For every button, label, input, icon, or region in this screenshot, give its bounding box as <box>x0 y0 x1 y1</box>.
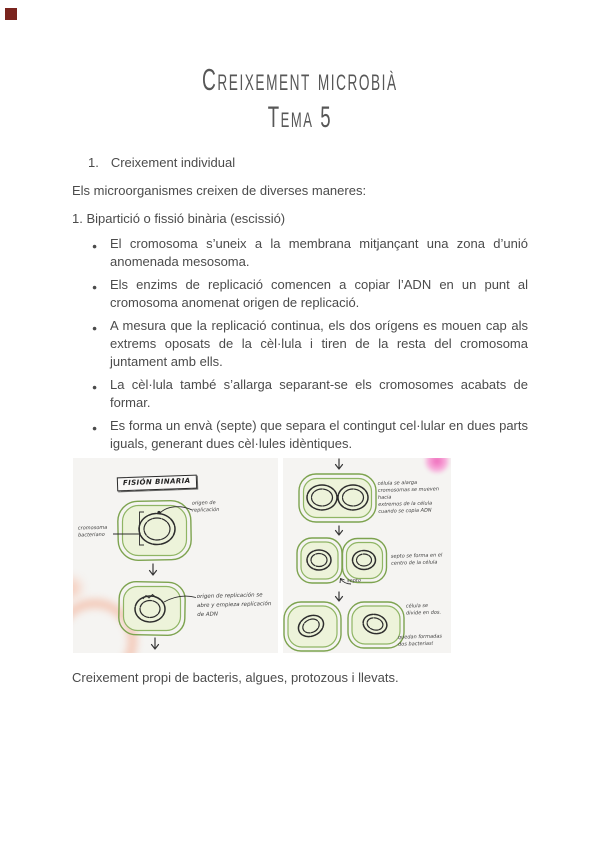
page-subtitle <box>72 100 528 136</box>
label-origen-abre: origen de replicación se abre y empieza replicación de ADN <box>196 592 272 619</box>
label-septo-forma: septo se forma en el centro de la célula <box>390 552 443 567</box>
label-celula-alarga: célula se alarga cromosomas se mueven hacia extremos de la célula cuando se copia ADN <box>377 479 440 515</box>
cell-drawing-elongated <box>299 474 376 522</box>
down-arrow-icon <box>152 638 159 649</box>
page-subtitle-text: Tema 5 <box>267 101 333 134</box>
cell-drawing-septum <box>297 538 387 584</box>
binary-fission-figure <box>73 458 451 653</box>
label-fision-binaria: FISIÓN BINARIA <box>117 475 197 492</box>
bullet-item: ● A mesura que la replicació continua, els dos orígens es mouen cap als extrems oposats de la cèl·lula i tiren de la resta del cromosoma juntament amb ells. <box>72 317 528 371</box>
closing-paragraph: Creixement propi de bacteris, algues, protozous i llevats. <box>72 670 399 685</box>
down-arrow-icon <box>336 526 343 535</box>
page-title <box>72 62 528 98</box>
label-septo: septo <box>346 577 361 585</box>
bullet-list <box>72 235 528 453</box>
page-title-text: Creixement microbià <box>202 62 398 97</box>
label-dos-bacterias: quedan formadas dos bacterias! <box>397 633 443 648</box>
bullet-item: ● La cèl·lula també s’allarga separant-se els cromosomes acabats de formar. <box>72 376 528 412</box>
label-origen-replicacion: origen de replicación <box>191 500 220 514</box>
heading-number: 1. <box>88 155 99 170</box>
subheading-paragraph: 1. Bipartició o fissió binària (escissió) <box>72 211 286 226</box>
down-arrow-icon <box>336 459 343 469</box>
bullet-item: ● Es forma un envà (septe) que separa el contingut cel·lular en dues parts iguals, generant dues cèl·lules idèntiques. <box>72 417 528 453</box>
figure-right-panel <box>283 458 451 653</box>
cell-drawing-divided <box>284 602 404 651</box>
bullet-item: ● El cromosoma s’uneix a la membrana mitjançant una zona d’unió anomenada mesosoma. <box>72 235 528 271</box>
bullet-item: ● Els enzims de replicació comencen a copiar l’ADN en un punt al cromosoma anomenat origen de replicació. <box>72 276 528 312</box>
label-celula-divide: célula se divide en dos. <box>405 602 442 617</box>
cell-drawing-1 <box>113 500 192 560</box>
intro-paragraph: Els microorganismes creixen de diverses maneres: <box>72 183 367 198</box>
figure-left-panel <box>73 458 278 653</box>
down-arrow-icon <box>150 564 157 575</box>
cell-drawing-2 <box>119 581 196 635</box>
numbered-heading <box>72 154 528 172</box>
corner-marker <box>5 8 17 20</box>
down-arrow-icon <box>336 592 343 601</box>
heading-text: Creixement individual <box>110 155 236 170</box>
label-cromosoma-bacteriano: cromosoma bacteriano <box>77 524 108 539</box>
